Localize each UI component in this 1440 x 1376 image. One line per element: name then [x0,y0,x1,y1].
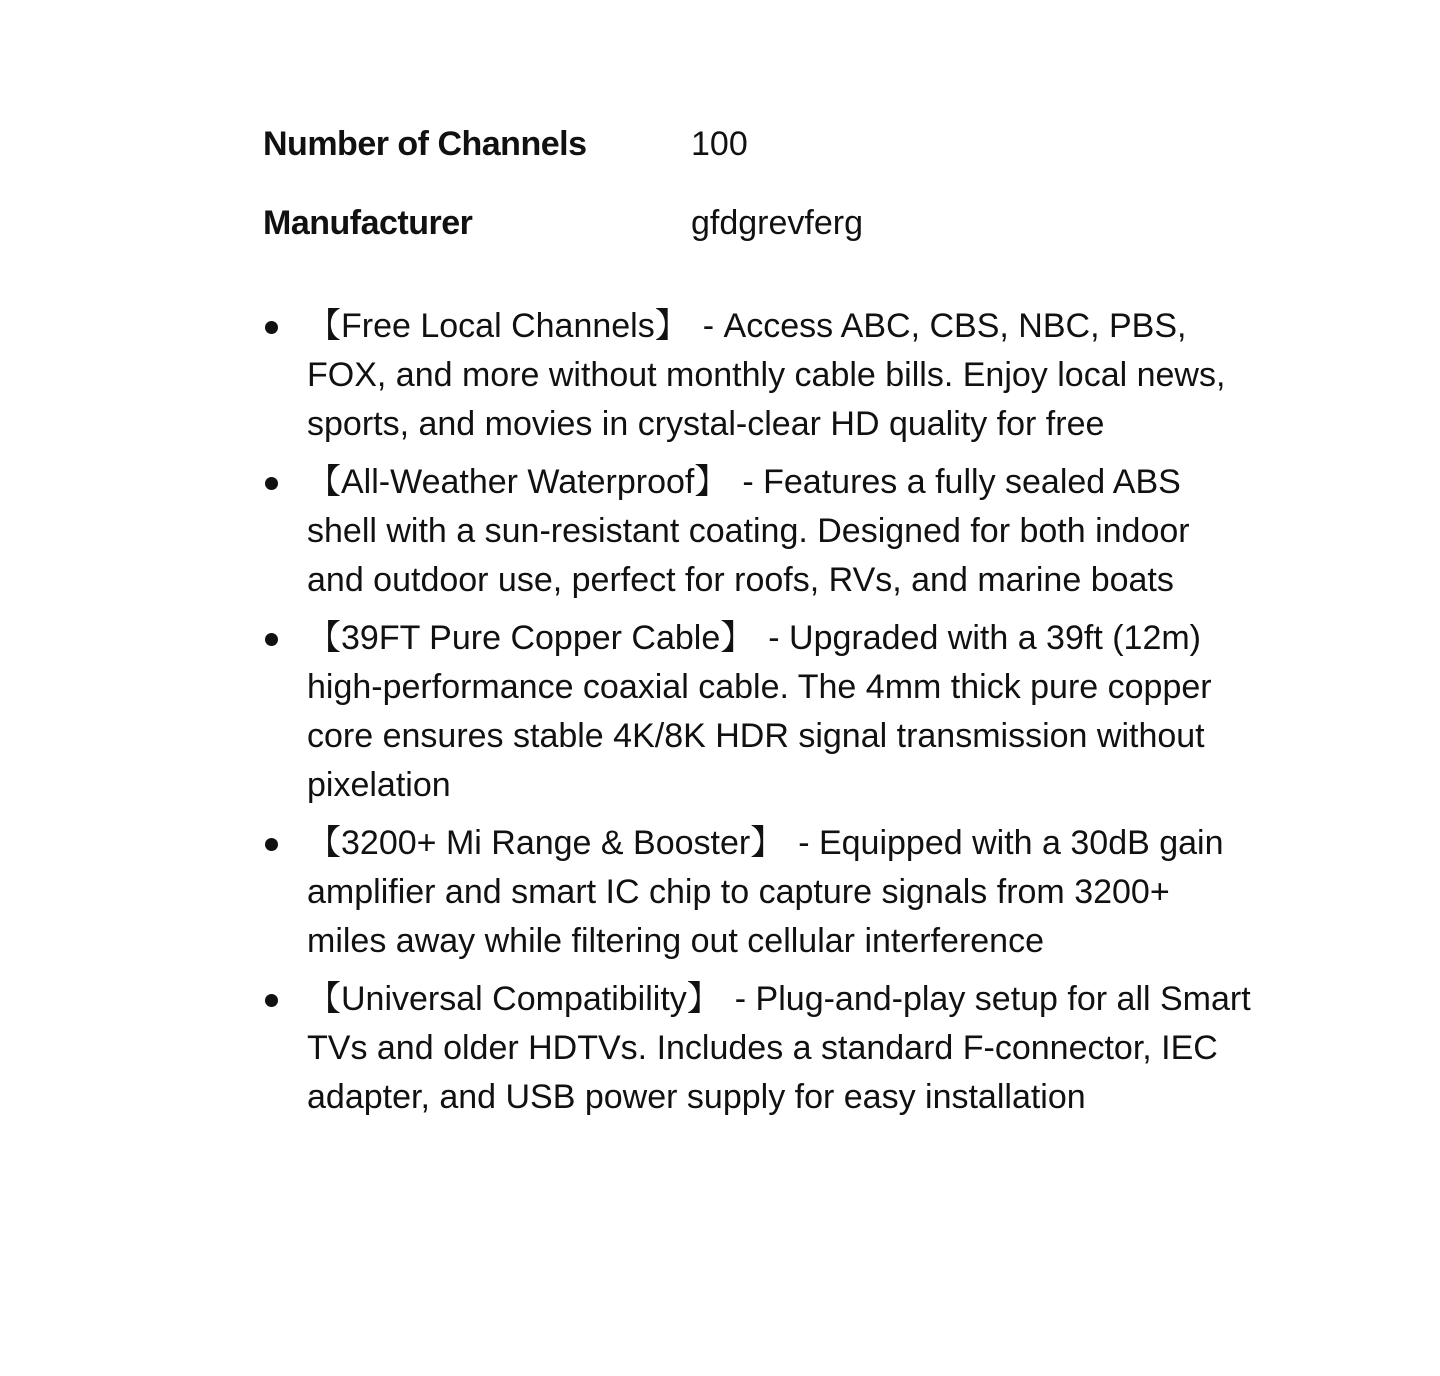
feature-bullet [263,458,1253,605]
feature-bullet [263,614,1253,810]
feature-bullet [263,819,1253,966]
feature-text: - Features a fully sealed ABS shell with a sun-resistant coating. Designed for both indoor and outdoor use, perfect for roofs, RVs, and marine boats [307,463,1190,599]
bullet-icon [265,321,278,334]
spec-label: Manufacturer [263,203,473,242]
feature-text: - Upgraded with a 39ft (12m) high-performance coaxial cable. The 4mm thick pure copper core ensures stable 4K/8K HDR signal transmission without pixelation [307,619,1212,804]
product-details [263,104,1253,1131]
feature-text: - Plug-and-play setup for all Smart TVs and older HDTVs. Includes a standard F-connector, IEC adapter, and USB power supply for easy installation [307,980,1251,1116]
spec-label: Number of Channels [263,124,587,163]
feature-bullet [263,302,1253,449]
feature-title: 【Free Local Channels】 [307,307,689,345]
feature-title: 【Universal Compatibility】 [307,980,721,1018]
feature-title: 【All-Weather Waterproof】 [307,463,729,501]
feature-bullet [263,975,1253,1122]
feature-title: 【3200+ Mi Range & Booster】 [307,824,785,862]
bullet-icon [265,633,278,646]
feature-title: 【39FT Pure Copper Cable】 [307,619,755,657]
bullet-icon [265,838,278,851]
spec-row-number-of-channels [263,104,863,183]
spec-value: gfdgrevferg [691,203,863,242]
bullet-icon [265,994,278,1007]
feature-text: - Access ABC, CBS, NBC, PBS, FOX, and more without monthly cable bills. Enjoy local news, sports, and movies in crystal-clear HD quality for free [307,307,1226,443]
spec-value: 100 [691,124,748,163]
feature-text: - Equipped with a 30dB gain amplifier and smart IC chip to capture signals from 3200+ miles away while filtering out cellular interference [307,824,1224,960]
spec-row-manufacturer [263,183,863,262]
bullet-icon [265,477,278,490]
spec-table [263,104,863,262]
feature-bullet-list [263,302,1253,1122]
